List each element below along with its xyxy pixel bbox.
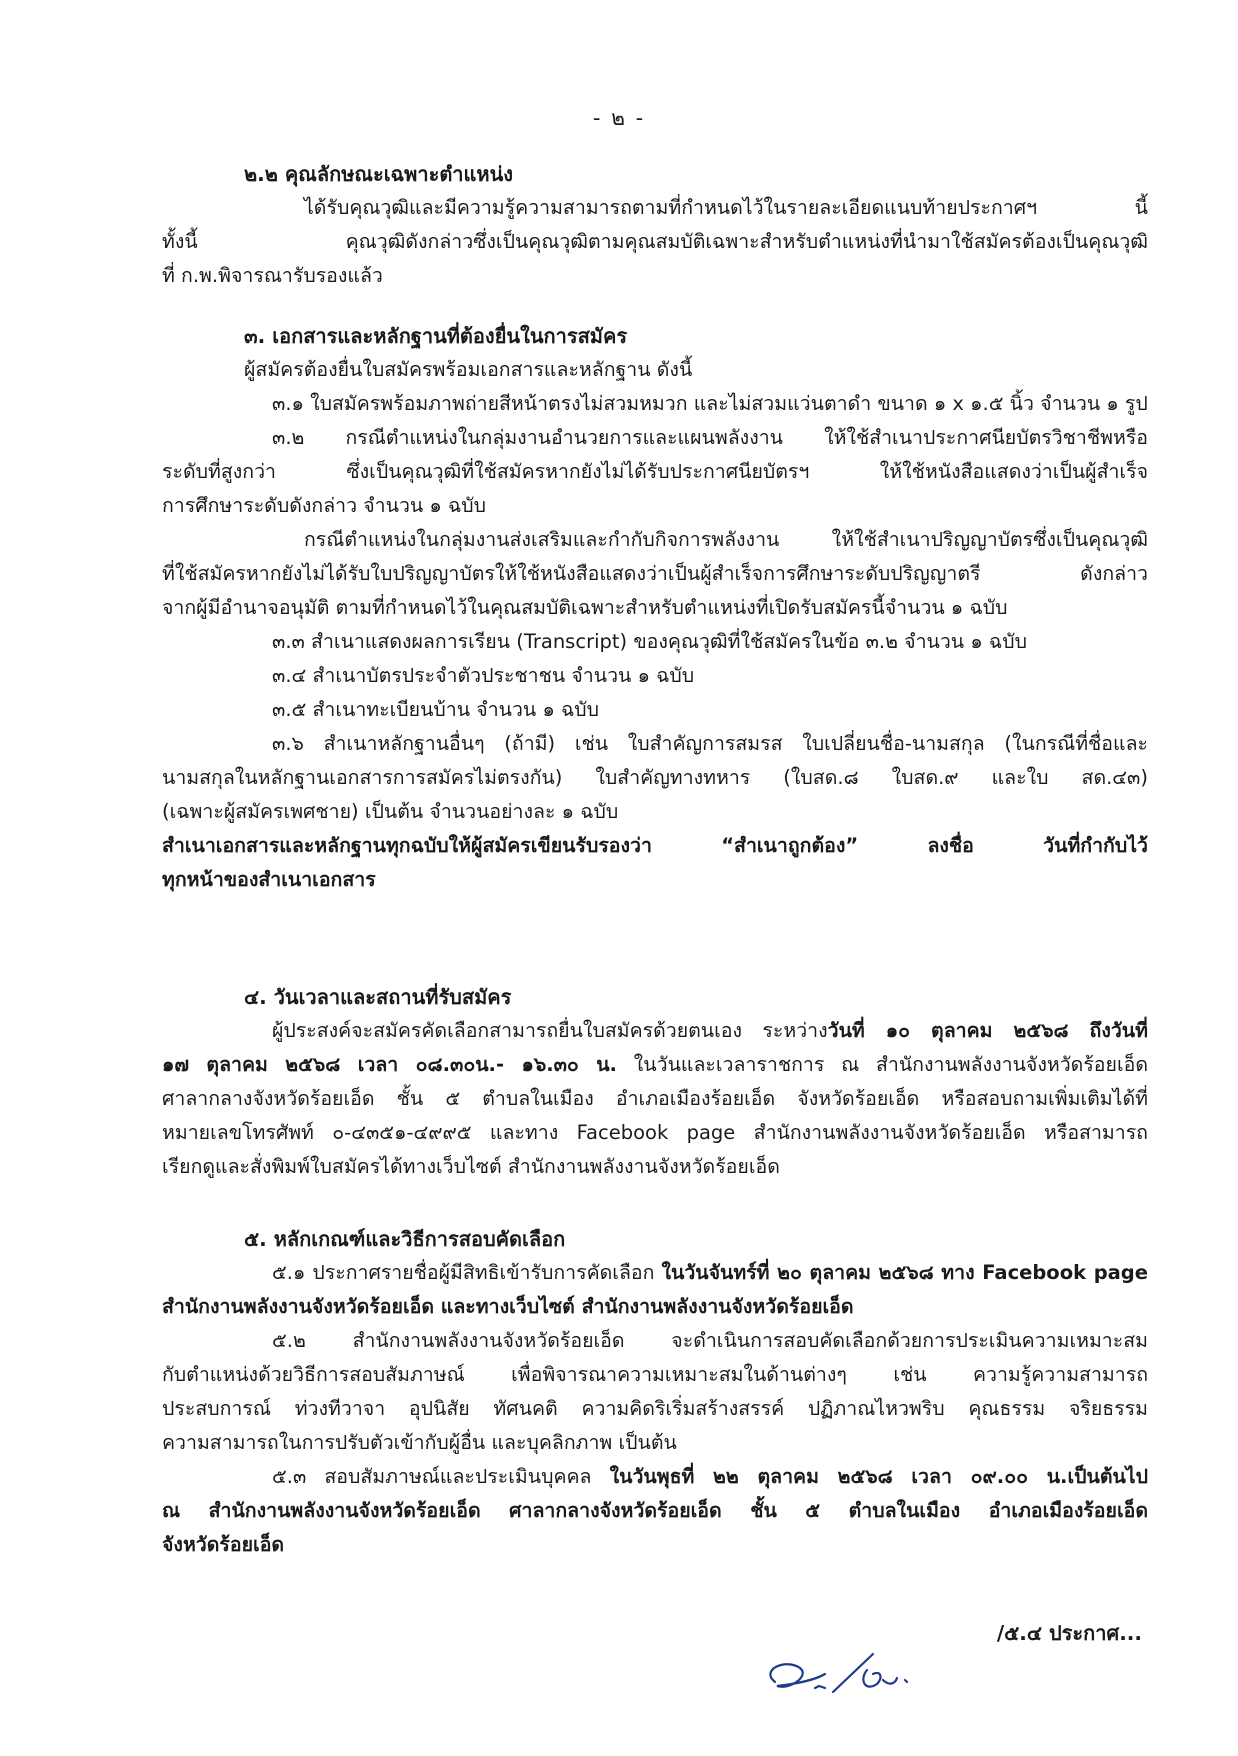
paragraph-line: ที่ ก.พ.พิจารณารับรองแล้ว	[162, 264, 383, 287]
text-run: ในวันและเวลาราชการ ณ สำนักงานพลังงานจังหวัดร้อยเอ็ด	[616, 1053, 1148, 1076]
paragraph-line: กรณีตำแหน่งในกลุ่มงานส่งเสริมและกำกับกิจการพลังงาน ให้ใช้สำเนาปริญญาบัตรซึ่งเป็นคุณวุฒิ	[304, 528, 1148, 551]
paragraph-line: ณ สำนักงานพลังงานจังหวัดร้อยเอ็ด ศาลากลางจังหวัดร้อยเอ็ด ชั้น ๕ ตำบลในเมือง อำเภอเมืองร้อยเอ็ด	[162, 1499, 1148, 1522]
list-item: ๓.๖ สำเนาหลักฐานอื่นๆ (ถ้ามี) เช่น ใบสำคัญการสมรส ใบเปลี่ยนชื่อ-นามสกุล (ในกรณีที่ชื่อและ	[272, 732, 1148, 755]
date-highlight: ในวันจันทร์ที่ ๒๐ ตุลาคม ๒๕๖๘ ทาง Facebook page	[661, 1261, 1148, 1284]
page-number: - ๒ -	[592, 106, 646, 130]
note-line: ทุกหน้าของสำเนาเอกสาร	[162, 868, 376, 891]
paragraph-line: ความสามารถในการปรับตัวเข้ากับผู้อื่น และบุคลิกภาพ เป็นต้น	[162, 1431, 677, 1454]
paragraph-line: การศึกษาระดับดังกล่าว จำนวน ๑ ฉบับ	[162, 494, 487, 517]
paragraph-line: จากผู้มีอำนาจอนุมัติ ตามที่กำหนดไว้ในคุณสมบัติเฉพาะสำหรับตำแหน่งที่เปิดรับสมัครนี้จำนวน ๑ ฉบับ	[162, 596, 1008, 619]
paragraph-line: สำนักงานพลังงานจังหวัดร้อยเอ็ด และทางเว็บไซต์ สำนักงานพลังงานจังหวัดร้อยเอ็ด	[162, 1295, 854, 1318]
note-line: สำเนาเอกสารและหลักฐานทุกฉบับให้ผู้สมัครเขียนรับรองว่า “สำเนาถูกต้อง” ลงชื่อ วันที่กำกับไว้	[162, 834, 1148, 857]
section-heading: ๒.๒ คุณลักษณะเฉพาะตำแหน่ง	[244, 162, 514, 186]
paragraph-line	[162, 1014, 1148, 1048]
date-highlight: ในวันพุธที่ ๒๒ ตุลาคม ๒๕๖๘ เวลา ๐๙.๐๐ น.เป็นต้นไป	[609, 1465, 1148, 1488]
list-item	[162, 1460, 1148, 1494]
list-item: ๓.๒ กรณีตำแหน่งในกลุ่มงานอำนวยการและแผนพลังงาน ให้ใช้สำเนาประกาศนียบัตรวิชาชีพหรือ	[272, 426, 1148, 449]
continuation-marker: /๕.๔ ประกาศ...	[996, 1621, 1142, 1645]
section-3	[162, 319, 1148, 897]
paragraph-line: ระดับที่สูงกว่า ซึ่งเป็นคุณวุฒิที่ใช้สมัครหากยังไม่ได้รับประกาศนียบัตรฯ ให้ใช้หนังสือแสดงว่าเป็นผู้สำเร็จ	[162, 460, 1148, 483]
section-heading: ๕. หลักเกณฑ์และวิธีการสอบคัดเลือก	[244, 1227, 566, 1251]
list-item: ๕.๒ สำนักงานพลังงานจังหวัดร้อยเอ็ด จะดำเนินการสอบคัดเลือกด้วยการประเมินความเหมาะสม	[272, 1329, 1148, 1352]
time-highlight: ๑๗ ตุลาคม ๒๕๖๘ เวลา ๐๘.๓๐น.- ๑๖.๓๐ น.	[162, 1053, 617, 1076]
text-run: ๕.๓ สอบสัมภาษณ์และประเมินบุคคล	[272, 1465, 610, 1488]
text-run: ผู้ประสงค์จะสมัครคัดเลือกสามารถยื่นใบสมัครด้วยตนเอง ระหว่าง	[272, 1019, 828, 1042]
section-5	[162, 1222, 1148, 1562]
paragraph-line: ประสบการณ์ ท่วงทีวาจา อุปนิสัย ทัศนคติ ความคิดริเริ่มสร้างสรรค์ ปฏิภาณไหวพริบ คุณธรรม จริยธรรม	[162, 1397, 1148, 1420]
paragraph-line: ทั้งนี้ คุณวุฒิดังกล่าวซึ่งเป็นคุณวุฒิตามคุณสมบัติเฉพาะสำหรับตำแหน่งที่นำมาใช้สมัครต้องเป็นคุณวุฒิ	[162, 230, 1148, 253]
list-item: ๓.๕ สำเนาทะเบียนบ้าน จำนวน ๑ ฉบับ	[272, 698, 600, 721]
paragraph-line: เรียกดูและสั่งพิมพ์ใบสมัครได้ทางเว็บไซต์ สำนักงานพลังงานจังหวัดร้อยเอ็ด	[162, 1155, 780, 1178]
section-4	[162, 980, 1148, 1184]
paragraph-line: กับตำแหน่งด้วยวิธีการสอบสัมภาษณ์ เพื่อพิจารณาความเหมาะสมในด้านต่างๆ เช่น ความรู้ความสามารถ	[162, 1363, 1148, 1386]
list-item: ๓.๔ สำเนาบัตรประจำตัวประชาชน จำนวน ๑ ฉบับ	[272, 664, 695, 687]
date-range-highlight: วันที่ ๑๐ ตุลาคม ๒๕๖๘ ถึงวันที่	[827, 1019, 1148, 1042]
list-item: ๓.๓ สำเนาแสดงผลการเรียน (Transcript) ของคุณวุฒิที่ใช้สมัครในข้อ ๓.๒ จำนวน ๑ ฉบับ	[272, 630, 1027, 653]
paragraph-line: ผู้สมัครต้องยื่นใบสมัครพร้อมเอกสารและหลักฐาน ดังนี้	[244, 358, 693, 381]
paragraph-line: หมายเลขโทรศัพท์ ๐-๔๓๕๑-๔๙๙๕ และทาง Facebook page สำนักงานพลังงานจังหวัดร้อยเอ็ด หรือสามารถ	[162, 1121, 1148, 1144]
paragraph-line	[162, 1048, 1148, 1082]
list-item: ๓.๑ ใบสมัครพร้อมภาพถ่ายสีหน้าตรงไม่สวมหมวก และไม่สวมแว่นตาดำ ขนาด ๑ x ๑.๕ นิ้ว จำนวน ๑ รูป	[272, 392, 1148, 415]
text-run: ๕.๑ ประกาศรายชื่อผู้มีสิทธิเข้ารับการคัดเลือก	[272, 1261, 662, 1284]
paragraph-line: นามสกุลในหลักฐานเอกสารการสมัครไม่ตรงกัน) ใบสำคัญทางทหาร (ใบสด.๘ ใบสด.๙ และใบ สด.๔๓)	[162, 766, 1148, 789]
paragraph-line: ได้รับคุณวุฒิและมีความรู้ความสามารถตามที่กำหนดไว้ในรายละเอียดแนบท้ายประกาศฯ นี้	[304, 196, 1148, 219]
list-item	[162, 1256, 1148, 1290]
paragraph-line: (เฉพาะผู้สมัครเพศชาย) เป็นต้น จำนวนอย่างละ ๑ ฉบับ	[162, 800, 619, 823]
paragraph-line: จังหวัดร้อยเอ็ด	[162, 1533, 285, 1556]
signature-image	[755, 1640, 945, 1710]
section-2-2	[162, 157, 1148, 293]
section-heading: ๔. วันเวลาและสถานที่รับสมัคร	[244, 985, 512, 1009]
paragraph-line: ศาลากลางจังหวัดร้อยเอ็ด ชั้น ๕ ตำบลในเมือง อำเภอเมืองร้อยเอ็ด จังหวัดร้อยเอ็ด หรือสอบถามเพิ่มเติมได้ที่	[162, 1087, 1148, 1110]
paragraph-line: ที่ใช้สมัครหากยังไม่ได้รับใบปริญญาบัตรให้ใช้หนังสือแสดงว่าเป็นผู้สำเร็จการศึกษาระดับปริญญาตรี ดังกล่าว	[162, 562, 1148, 585]
section-heading: ๓. เอกสารและหลักฐานที่ต้องยื่นในการสมัคร	[244, 324, 628, 348]
